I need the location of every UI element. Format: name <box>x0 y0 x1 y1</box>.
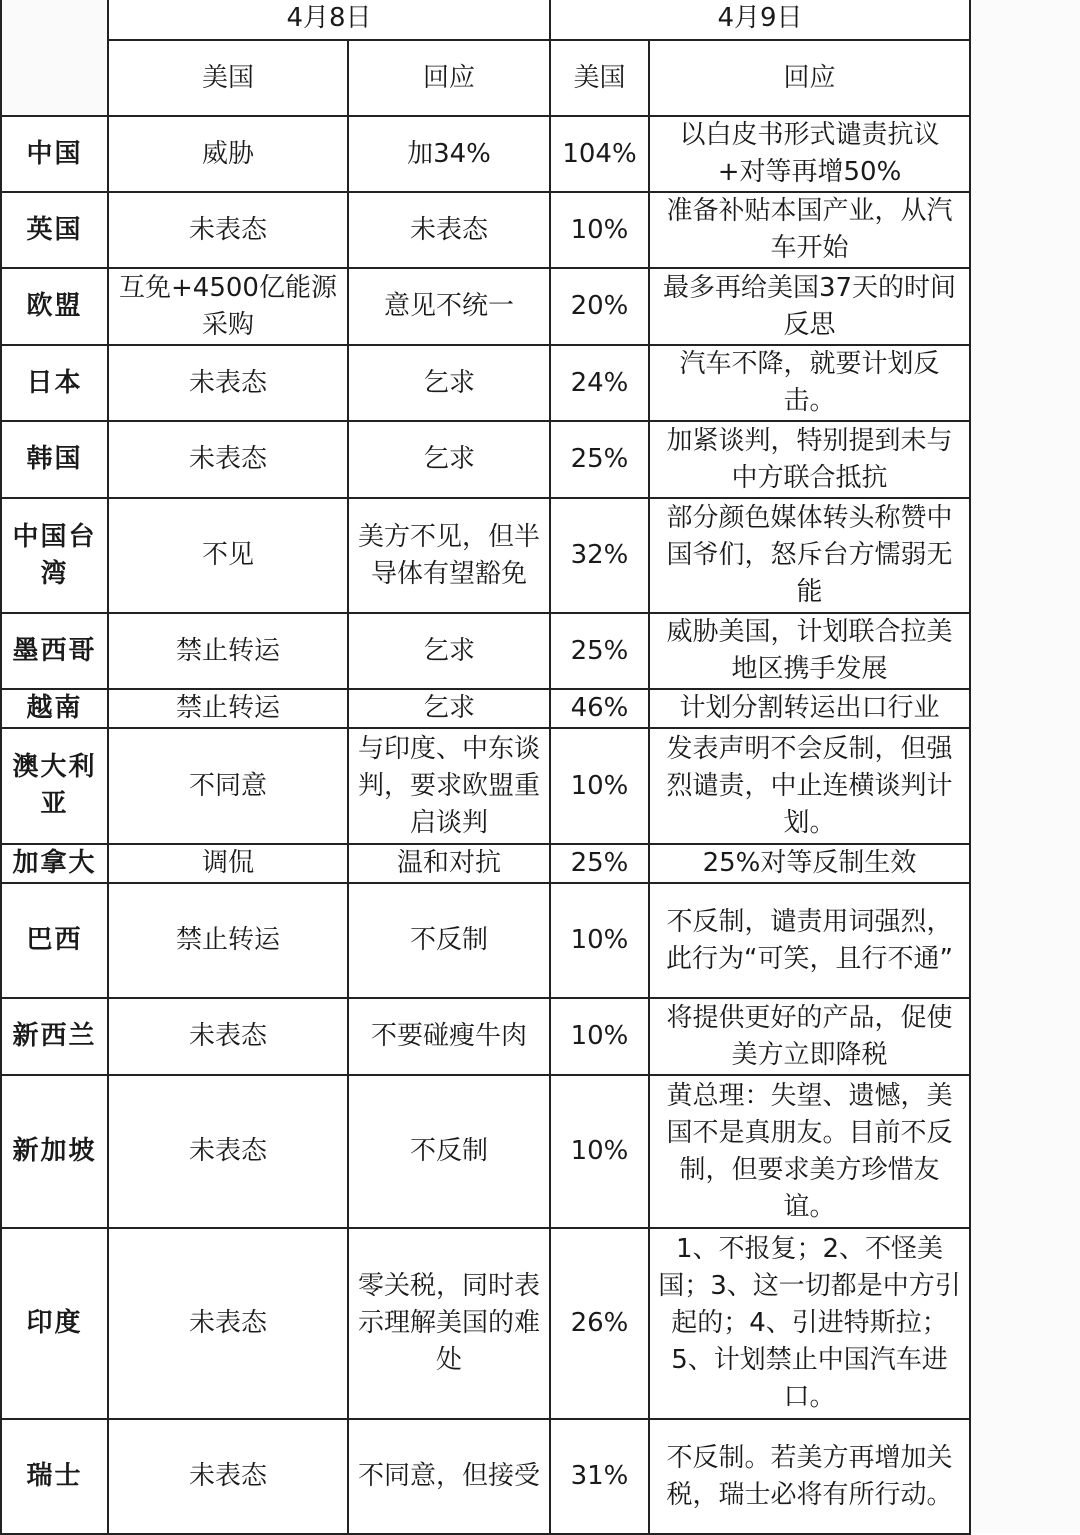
header-response-apr8: 回应 <box>348 40 550 116</box>
right-margin <box>970 0 1080 1533</box>
response-apr8-cell: 乞求 <box>348 689 550 728</box>
country-cell: 欧盟 <box>1 268 108 345</box>
country-cell: 印度 <box>1 1228 108 1419</box>
us-tariff-apr9-cell: 10% <box>550 883 649 998</box>
response-apr9-cell: 将提供更好的产品，促使美方立即降税 <box>649 998 970 1075</box>
table-row <box>1 498 970 613</box>
us-tariff-apr9-cell: 31% <box>550 1419 649 1534</box>
table-row <box>1 613 970 689</box>
us-tariff-apr9-cell: 10% <box>550 1075 649 1228</box>
response-apr8-cell: 温和对抗 <box>348 844 550 883</box>
us-stance-apr8-cell: 未表态 <box>108 345 348 421</box>
us-stance-apr8-cell: 禁止转运 <box>108 689 348 728</box>
table-row <box>1 421 970 498</box>
country-cell: 加拿大 <box>1 844 108 883</box>
us-stance-apr8-cell: 调侃 <box>108 844 348 883</box>
table-row <box>1 883 970 998</box>
response-apr8-cell: 与印度、中东谈判，要求欧盟重启谈判 <box>348 728 550 844</box>
us-stance-apr8-cell: 禁止转运 <box>108 883 348 998</box>
us-stance-apr8-cell: 未表态 <box>108 1075 348 1228</box>
country-cell: 日本 <box>1 345 108 421</box>
response-apr9-cell: 1、不报复；2、不怪美国；3、这一切都是中方引起的；4、引进特斯拉；5、计划禁止中国汽车进口。 <box>649 1228 970 1419</box>
header-date-apr8: 4月8日 <box>108 0 550 40</box>
us-stance-apr8-cell: 禁止转运 <box>108 613 348 689</box>
us-tariff-apr9-cell: 26% <box>550 1228 649 1419</box>
response-apr9-cell: 发表声明不会反制，但强烈谴责，中止连横谈判计划。 <box>649 728 970 844</box>
table-row <box>1 1419 970 1534</box>
table-row <box>1 998 970 1075</box>
header-date-row <box>1 0 970 40</box>
us-stance-apr8-cell: 不见 <box>108 498 348 613</box>
country-cell: 澳大利亚 <box>1 728 108 844</box>
response-apr8-cell: 乞求 <box>348 421 550 498</box>
us-tariff-apr9-cell: 25% <box>550 613 649 689</box>
table-row <box>1 844 970 883</box>
country-cell: 越南 <box>1 689 108 728</box>
table-row <box>1 192 970 268</box>
response-apr9-cell: 准备补贴本国产业，从汽车开始 <box>649 192 970 268</box>
us-stance-apr8-cell: 未表态 <box>108 192 348 268</box>
country-cell: 中国台湾 <box>1 498 108 613</box>
us-tariff-apr9-cell: 10% <box>550 192 649 268</box>
response-apr8-cell: 不反制 <box>348 883 550 998</box>
response-apr9-cell: 不反制。若美方再增加关税，瑞士必将有所行动。 <box>649 1419 970 1534</box>
us-tariff-apr9-cell: 25% <box>550 844 649 883</box>
table-row <box>1 345 970 421</box>
table-row <box>1 116 970 192</box>
table-row <box>1 1228 970 1419</box>
header-date-apr9: 4月9日 <box>550 0 970 40</box>
us-tariff-apr9-cell: 10% <box>550 998 649 1075</box>
table-row <box>1 268 970 345</box>
response-apr8-cell: 零关税，同时表示理解美国的难处 <box>348 1228 550 1419</box>
response-apr8-cell: 美方不见，但半导体有望豁免 <box>348 498 550 613</box>
us-stance-apr8-cell: 威胁 <box>108 116 348 192</box>
us-tariff-apr9-cell: 10% <box>550 728 649 844</box>
us-tariff-apr9-cell: 104% <box>550 116 649 192</box>
us-stance-apr8-cell: 未表态 <box>108 998 348 1075</box>
response-apr8-cell: 乞求 <box>348 345 550 421</box>
response-apr8-cell: 不要碰瘦牛肉 <box>348 998 550 1075</box>
us-stance-apr8-cell: 互免+4500亿能源采购 <box>108 268 348 345</box>
table-row <box>1 728 970 844</box>
us-tariff-apr9-cell: 20% <box>550 268 649 345</box>
response-apr9-cell: 以白皮书形式谴责抗议+对等再增50% <box>649 116 970 192</box>
us-stance-apr8-cell: 不同意 <box>108 728 348 844</box>
header-us-apr8: 美国 <box>108 40 348 116</box>
us-stance-apr8-cell: 未表态 <box>108 1419 348 1534</box>
us-stance-apr8-cell: 未表态 <box>108 1228 348 1419</box>
country-cell: 新西兰 <box>1 998 108 1075</box>
response-apr8-cell: 不反制 <box>348 1075 550 1228</box>
country-cell: 新加坡 <box>1 1075 108 1228</box>
header-us-apr9: 美国 <box>550 40 649 116</box>
country-cell: 中国 <box>1 116 108 192</box>
response-apr9-cell: 计划分割转运出口行业 <box>649 689 970 728</box>
country-cell: 墨西哥 <box>1 613 108 689</box>
us-tariff-apr9-cell: 46% <box>550 689 649 728</box>
response-apr8-cell: 乞求 <box>348 613 550 689</box>
response-apr9-cell: 部分颜色媒体转头称赞中国爷们，怒斥台方懦弱无能 <box>649 498 970 613</box>
header-response-apr9: 回应 <box>649 40 970 116</box>
response-apr9-cell: 25%对等反制生效 <box>649 844 970 883</box>
country-cell: 韩国 <box>1 421 108 498</box>
header-sub-row <box>1 40 970 116</box>
country-cell: 瑞士 <box>1 1419 108 1534</box>
response-apr9-cell: 黄总理：失望、遗憾，美国不是真朋友。目前不反制，但要求美方珍惜友谊。 <box>649 1075 970 1228</box>
response-apr8-cell: 未表态 <box>348 192 550 268</box>
us-tariff-apr9-cell: 32% <box>550 498 649 613</box>
response-apr9-cell: 不反制，谴责用词强烈，此行为“可笑，且行不通” <box>649 883 970 998</box>
country-cell: 巴西 <box>1 883 108 998</box>
table-row <box>1 689 970 728</box>
us-tariff-apr9-cell: 24% <box>550 345 649 421</box>
response-apr9-cell: 汽车不降，就要计划反击。 <box>649 345 970 421</box>
us-stance-apr8-cell: 未表态 <box>108 421 348 498</box>
header-corner <box>1 0 108 116</box>
table-row <box>1 1075 970 1228</box>
response-apr8-cell: 加34% <box>348 116 550 192</box>
response-apr9-cell: 加紧谈判，特别提到未与中方联合抵抗 <box>649 421 970 498</box>
response-apr9-cell: 最多再给美国37天的时间反思 <box>649 268 970 345</box>
country-cell: 英国 <box>1 192 108 268</box>
response-apr8-cell: 意见不统一 <box>348 268 550 345</box>
us-tariff-apr9-cell: 25% <box>550 421 649 498</box>
response-apr9-cell: 威胁美国，计划联合拉美地区携手发展 <box>649 613 970 689</box>
response-apr8-cell: 不同意，但接受 <box>348 1419 550 1534</box>
